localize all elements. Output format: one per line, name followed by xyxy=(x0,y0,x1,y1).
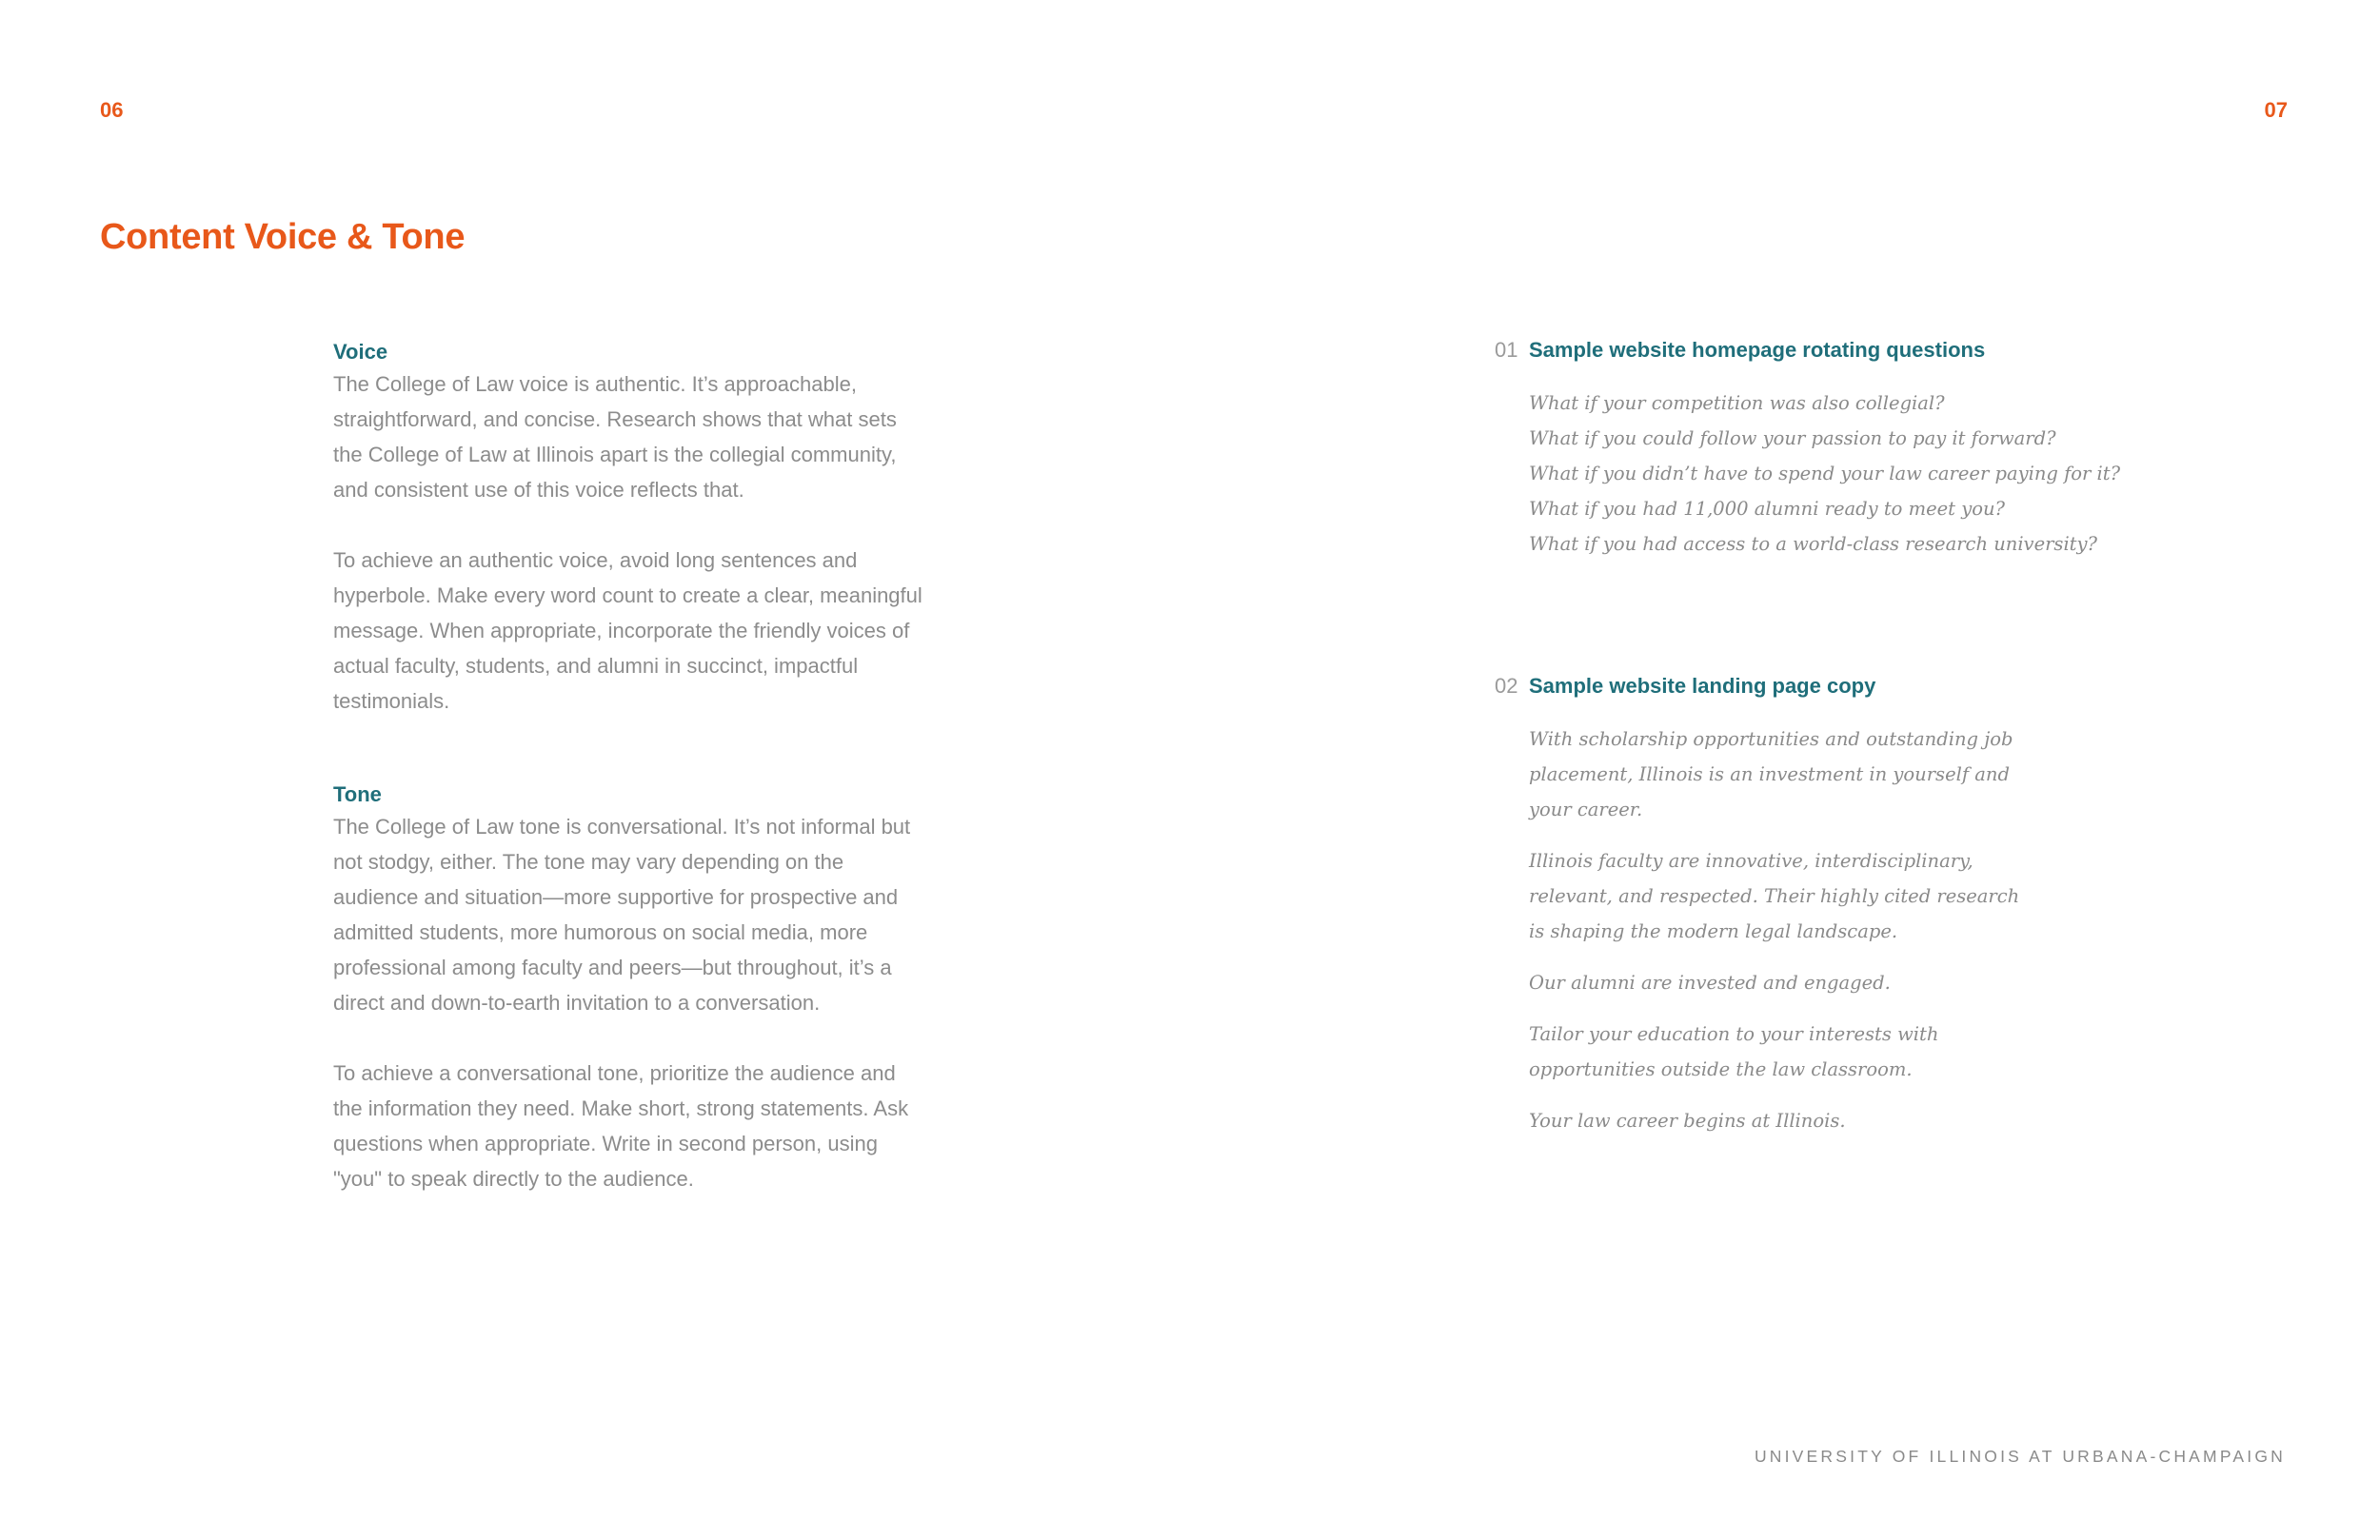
tone-section xyxy=(333,780,923,1196)
sample-homepage-questions xyxy=(1495,338,2161,562)
page-number-right: 07 xyxy=(2264,98,2288,122)
tone-heading: Tone xyxy=(333,782,382,806)
sample-title: Sample website homepage rotating questions xyxy=(1529,338,1986,362)
tone-paragraph: The College of Law tone is conversational. It’s not informal but not stodgy, either. The tone may vary depending on the audience and situation—more supportive for prospective and admitted students, more humorous on social media, more professional among faculty and peers—but throughout, it’s a direct and down-to-earth invitation to a conversation. xyxy=(333,815,911,1015)
sample-landing-copy xyxy=(1495,674,2161,1155)
list-item: What if you had 11,000 alumni ready to meet you? xyxy=(1529,498,2005,520)
list-item: What if you had access to a world-class research university? xyxy=(1529,533,2097,555)
sample-title: Sample website landing page copy xyxy=(1529,674,1876,698)
list-item: Your law career begins at Illinois. xyxy=(1529,1110,1846,1132)
voice-section xyxy=(333,338,923,719)
list-item: Tailor your education to your interests with opportunities outside the law classroom. xyxy=(1529,1023,1939,1080)
sample-heading xyxy=(1495,674,2161,699)
tone-paragraph: To achieve a conversational tone, prioritize the audience and the information they need. Make short, strong statements. Ask questions when appropriate. Write in second person, using "you" to speak directly to the audience. xyxy=(333,1061,909,1191)
voice-paragraph: To achieve an authentic voice, avoid long sentences and hyperbole. Make every word count to create a clear, meaningful message. When appropriate, incorporate the friendly voices of actual faculty, students, and alumni in succinct, impactful testimonials. xyxy=(333,548,922,713)
voice-paragraph: The College of Law voice is authentic. It’s approachable, straightforward, and concise. Research shows that what sets the College of Law at Illinois apart is the collegial community, and consistent use of this voice reflects that. xyxy=(333,372,897,502)
sample-number: 01 xyxy=(1495,338,1518,362)
list-item: What if you could follow your passion to pay it forward? xyxy=(1529,427,2056,449)
list-item: Illinois faculty are innovative, interdisciplinary, relevant, and respected. Their highly cited research is shaping the modern legal landscape. xyxy=(1529,850,2020,942)
list-item: Our alumni are invested and engaged. xyxy=(1529,972,1891,994)
list-item: What if you didn’t have to spend your law career paying for it? xyxy=(1529,463,2121,484)
copy-list xyxy=(1529,721,2024,1138)
question-list xyxy=(1529,385,2161,562)
voice-heading: Voice xyxy=(333,340,388,364)
sample-heading xyxy=(1495,338,2161,363)
list-item: With scholarship opportunities and outstanding job placement, Illinois is an investment in yourself and your career. xyxy=(1529,728,2013,820)
page-title: Content Voice & Tone xyxy=(100,217,466,257)
page-number-left: 06 xyxy=(100,98,124,122)
footer-university: UNIVERSITY OF ILLINOIS AT URBANA-CHAMPAIGN xyxy=(1754,1447,2286,1466)
sample-number: 02 xyxy=(1495,674,1518,698)
list-item: What if your competition was also collegial? xyxy=(1529,392,1945,414)
voice-tone-column xyxy=(333,338,923,1196)
